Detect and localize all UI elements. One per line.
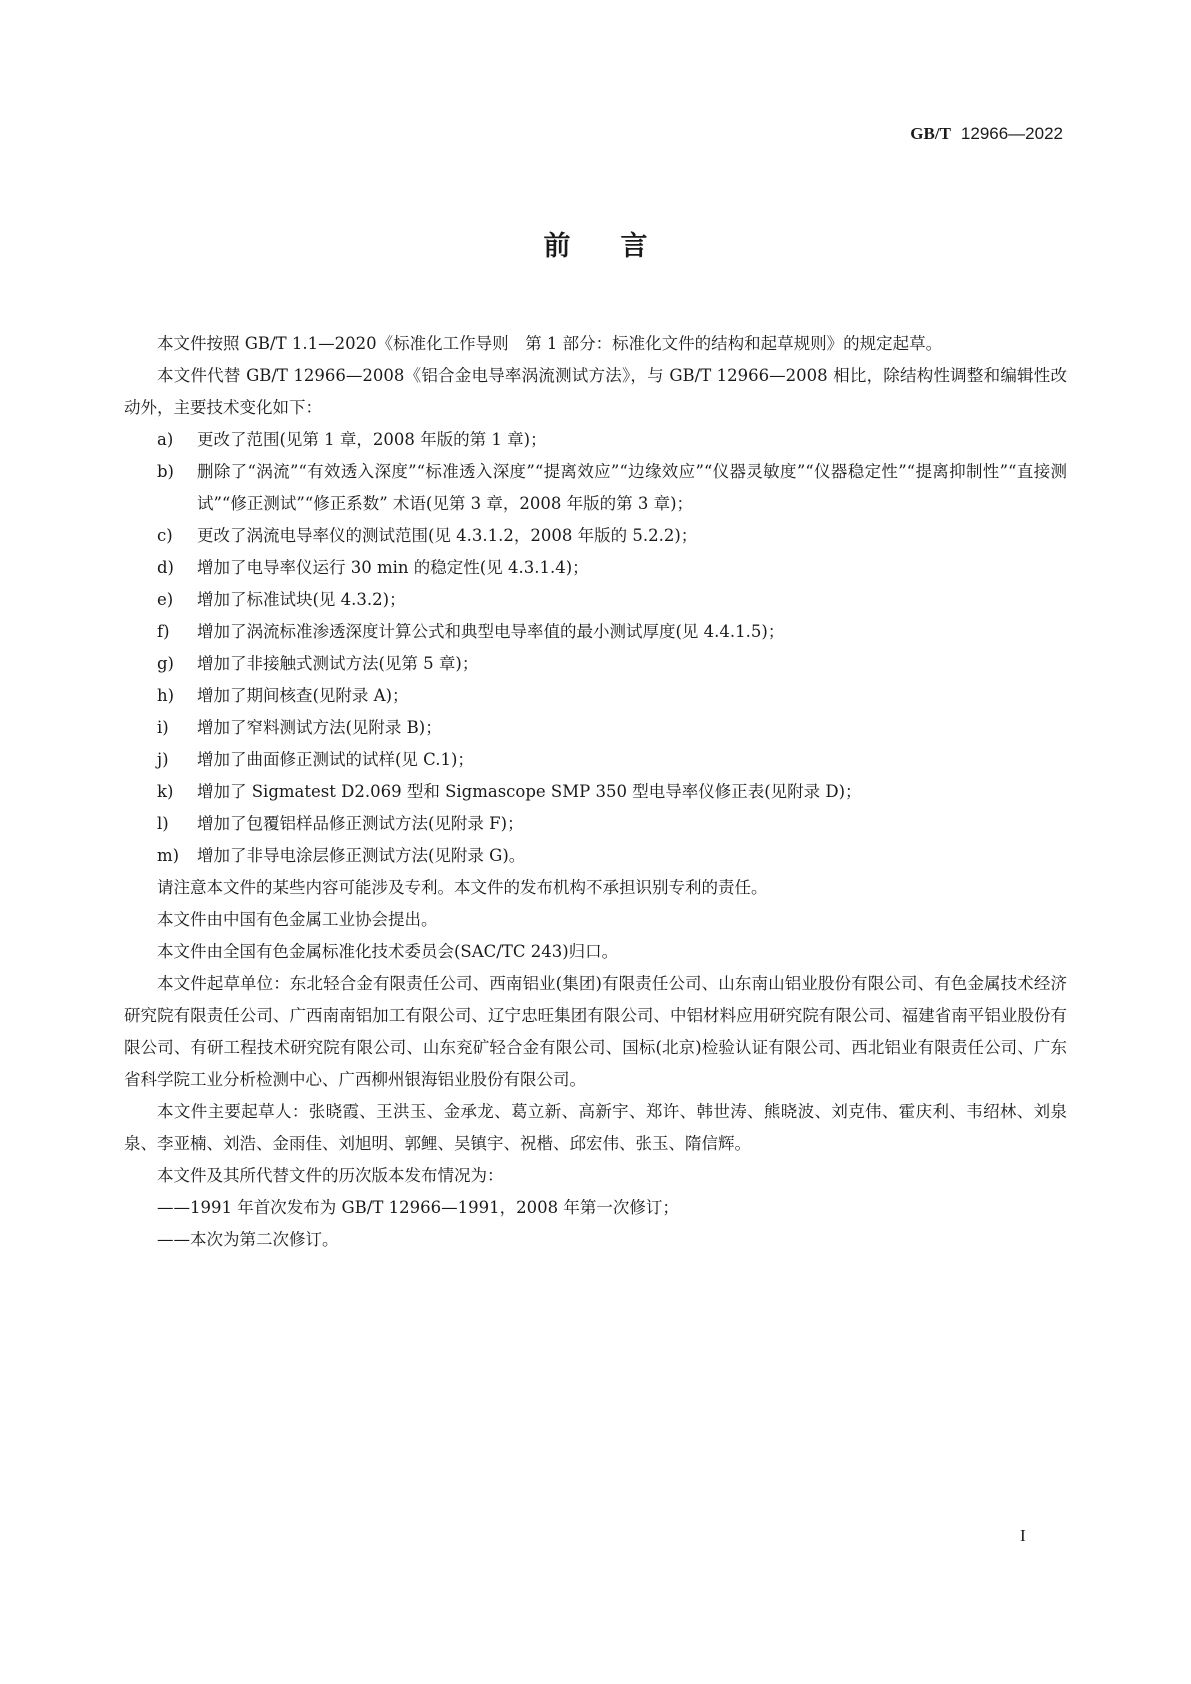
- list-marker: i): [157, 718, 169, 737]
- list-text: 增加了非导电涂层修正测试方法(见附录 G)。: [197, 846, 526, 865]
- list-text: 删除了“涡流”“有效透入深度”“标准透入深度”“提离效应”“边缘效应”“仪器灵敏度”“仪器稳定性”“提离抑制性”“直接测试”“修正测试”“修正系数” 术语(见第 3 章，2008 年版的第 3 章)；: [197, 462, 1067, 513]
- list-marker: b): [157, 462, 174, 481]
- list-marker: k): [157, 782, 174, 801]
- standard-prefix: GB/T: [910, 124, 951, 143]
- list-text: 更改了范围(见第 1 章，2008 年版的第 1 章)；: [197, 430, 547, 449]
- list-text: 增加了涡流标准渗透深度计算公式和典型电导率值的最小测试厚度(见 4.4.1.5)；: [197, 622, 785, 641]
- list-marker: m): [157, 846, 180, 865]
- replacement-paragraph: 本文件代替 GB/T 12966—2008《铝合金电导率涡流测试方法》，与 GB/T 12966—2008 相比，除结构性调整和编辑性改动外，主要技术变化如下：: [124, 366, 1067, 417]
- list-item: [124, 424, 1067, 456]
- standard-code: [910, 124, 1063, 144]
- list-marker: f): [157, 622, 170, 641]
- centralized-by: 本文件由全国有色金属标准化技术委员会(SAC/TC 243)归口。: [157, 942, 619, 961]
- document-body: [124, 328, 1067, 1256]
- list-marker: j): [157, 750, 169, 769]
- list-marker: d): [157, 558, 174, 577]
- history-item: ——1991 年首次发布为 GB/T 12966—1991，2008 年第一次修订；: [157, 1198, 679, 1217]
- list-item: [124, 584, 1067, 616]
- history-intro: 本文件及其所代替文件的历次版本发布情况为：: [157, 1166, 504, 1185]
- list-item: [124, 552, 1067, 584]
- list-item: [124, 520, 1067, 552]
- drafting-rules-paragraph: 本文件按照 GB/T 1.1—2020《标准化工作导则 第 1 部分：标准化文件的结构和起草规则》的规定起草。: [157, 334, 943, 353]
- list-item: [124, 776, 1067, 808]
- standard-number: 12966—2022: [960, 124, 1063, 143]
- page-number: I: [1020, 1526, 1026, 1545]
- list-item: [124, 456, 1067, 520]
- list-marker: e): [157, 590, 174, 609]
- list-text: 更改了涡流电导率仪的测试范围(见 4.3.1.2，2008 年版的 5.2.2)；: [197, 526, 698, 545]
- list-text: 增加了电导率仪运行 30 min 的稳定性(见 4.3.1.4)；: [197, 558, 589, 577]
- proposed-by: 本文件由中国有色金属工业协会提出。: [157, 910, 438, 929]
- list-item: [124, 808, 1067, 840]
- list-marker: l): [157, 814, 169, 833]
- changes-list: [124, 424, 1067, 872]
- drafting-units: 本文件起草单位：东北轻合金有限责任公司、西南铝业(集团)有限责任公司、山东南山铝业股份有限公司、有色金属技术经济研究院有限责任公司、广西南南铝加工有限公司、辽宁忠旺集团有限公司、中铝材料应用研究院有限公司、福建省南平铝业股份有限公司、有研工程技术研究院有限公司、山东兖矿轻合金有限公司、国标(北京)检验认证有限公司、西北铝业有限责任公司、广东省科学院工业分析检测中心、广西柳州银海铝业股份有限公司。: [124, 974, 1067, 1089]
- list-marker: g): [157, 654, 174, 673]
- list-marker: a): [157, 430, 174, 449]
- list-item: [124, 616, 1067, 648]
- list-text: 增加了曲面修正测试的试样(见 C.1)；: [197, 750, 474, 769]
- list-text: 增加了非接触式测试方法(见第 5 章)；: [197, 654, 479, 673]
- list-item: [124, 712, 1067, 744]
- list-text: 增加了期间核查(见附录 A)；: [197, 686, 409, 705]
- list-marker: h): [157, 686, 175, 705]
- list-text: 增加了包覆铝样品修正测试方法(见附录 F)；: [197, 814, 524, 833]
- patent-notice: 请注意本文件的某些内容可能涉及专利。本文件的发布机构不承担识别专利的责任。: [157, 878, 768, 897]
- page-title: 前言: [543, 231, 698, 262]
- history-item: ——本次为第二次修订。: [157, 1230, 339, 1249]
- list-marker: c): [157, 526, 173, 545]
- list-text: 增加了 Sigmatest D2.069 型和 Sigmascope SMP 350 型电导率仪修正表(见附录 D)；: [197, 782, 862, 801]
- list-item: [124, 680, 1067, 712]
- list-item: [124, 648, 1067, 680]
- drafters: 本文件主要起草人：张晓霞、王洪玉、金承龙、葛立新、高新宇、郑许、韩世涛、熊晓波、刘克伟、霍庆利、韦绍林、刘泉泉、李亚楠、刘浩、金雨佳、刘旭明、郭鲤、吴镇宇、祝楷、邱宏伟、张玉、隋信辉。: [124, 1102, 1067, 1153]
- list-item: [124, 744, 1067, 776]
- list-text: 增加了标准试块(见 4.3.2)；: [197, 590, 406, 609]
- list-text: 增加了窄料测试方法(见附录 B)；: [197, 718, 442, 737]
- list-item: [124, 840, 1067, 872]
